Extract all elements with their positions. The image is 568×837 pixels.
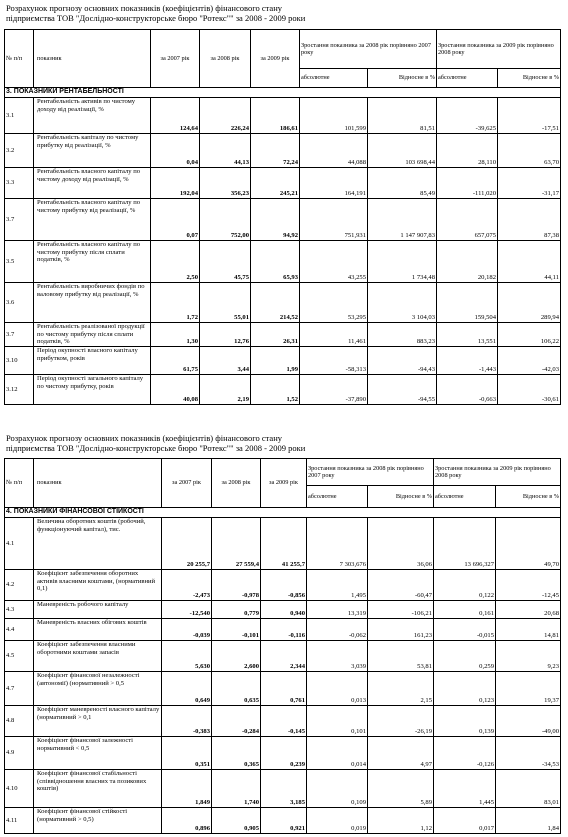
indicator-name: Рентабельність капіталу по чистому прибутку від реалізації, %: [34, 134, 151, 168]
row-number: 3.7: [5, 323, 34, 347]
abs-change-2009: 13,551: [437, 323, 498, 347]
value-2008: 44,13: [200, 134, 251, 168]
abs-change-2008: 0,013: [307, 672, 368, 706]
rel-change-2009: 83,01: [496, 770, 561, 808]
abs-change-2009: -39,625: [437, 98, 498, 134]
row-number: 3.2: [5, 134, 34, 168]
value-2009: 3,185: [261, 770, 307, 808]
header-2008: за 2008 рік: [212, 459, 261, 508]
financial-stability-table: [4, 458, 561, 834]
indicator-name: Період окупності загального капіталу по чистому прибутку, років: [34, 375, 151, 405]
value-2008: 0,905: [212, 808, 261, 834]
value-2008: 55,01: [200, 283, 251, 323]
value-2009: 1,52: [251, 375, 300, 405]
rel-change-2009: 289,94: [498, 283, 561, 323]
row-number: 3.7: [5, 199, 34, 241]
table-row: [5, 347, 561, 375]
rel-change-2008: 1 147 907,83: [368, 199, 437, 241]
table-row: [5, 619, 561, 641]
rel-change-2008: 3 104,03: [368, 283, 437, 323]
abs-change-2008: 11,461: [300, 323, 368, 347]
header-2007: за 2007 рік: [162, 459, 212, 508]
value-2008: -0,101: [212, 619, 261, 641]
rel-change-2009: -42,03: [498, 347, 561, 375]
row-number: 4.9: [5, 737, 34, 770]
value-2008: 1,740: [212, 770, 261, 808]
row-number: 3.1: [5, 98, 34, 134]
table-row: [5, 199, 561, 241]
abs-change-2008: 44,088: [300, 134, 368, 168]
table-row: [5, 168, 561, 199]
header-indicator: показник: [34, 30, 151, 88]
header-growth-2009: Зростання показника за 2009 рік порівняно 2008 року: [434, 459, 561, 486]
abs-change-2009: 13 696,327: [434, 518, 496, 570]
header-rel-2009: Відносне в %: [496, 486, 561, 508]
rel-change-2008: 81,51: [368, 98, 437, 134]
row-number: 4.11: [5, 808, 34, 834]
value-2009: 0,921: [261, 808, 307, 834]
abs-change-2009: 20,182: [437, 241, 498, 283]
rel-change-2008: 36,06: [368, 518, 434, 570]
value-2007: 192,04: [151, 168, 200, 199]
value-2007: -0,383: [162, 706, 212, 737]
value-2008: 3,44: [200, 347, 251, 375]
indicator-name: Коефіцієнт маневреності власного капіталу (нормативний > 0,1: [34, 706, 162, 737]
abs-change-2008: 164,191: [300, 168, 368, 199]
header-growth-2009: Зростання показника за 2009 рік порівняно 2008 року: [437, 30, 561, 69]
rel-change-2008: 4,97: [368, 737, 434, 770]
value-2007: 1,72: [151, 283, 200, 323]
abs-change-2008: 3,039: [307, 641, 368, 672]
row-number: 4.4: [5, 619, 34, 641]
abs-change-2009: -0,126: [434, 737, 496, 770]
table-row: [5, 641, 561, 672]
header-abs-2008: абсолютне: [300, 69, 368, 88]
table-row: [5, 601, 561, 619]
abs-change-2008: 0,109: [307, 770, 368, 808]
value-2008: -0,978: [212, 570, 261, 601]
abs-change-2008: 43,255: [300, 241, 368, 283]
value-2009: 94,92: [251, 199, 300, 241]
indicator-name: Рентабельність виробничих фондів по валовому прибутку від реалізації, %: [34, 283, 151, 323]
table-row: [5, 770, 561, 808]
value-2009: 0,761: [261, 672, 307, 706]
value-2008: 752,00: [200, 199, 251, 241]
indicator-name: Рентабельність активів по чистому доходу від реалізації, %: [34, 98, 151, 134]
row-number: 3.3: [5, 168, 34, 199]
abs-change-2009: 0,139: [434, 706, 496, 737]
value-2009: -0,856: [261, 570, 307, 601]
abs-change-2009: -0,015: [434, 619, 496, 641]
rel-change-2008: 2,15: [368, 672, 434, 706]
rel-change-2009: 14,81: [496, 619, 561, 641]
value-2008: 0,779: [212, 601, 261, 619]
value-2009: -0,116: [261, 619, 307, 641]
indicator-name: Період окупності власного капіталу прибутком, років: [34, 347, 151, 375]
table-row: [5, 283, 561, 323]
rel-change-2009: -49,00: [496, 706, 561, 737]
row-number: 3.12: [5, 375, 34, 405]
rel-change-2009: 9,23: [496, 641, 561, 672]
header-2007: за 2007 рік: [151, 30, 200, 88]
table2-title-line1: Розрахунок прогнозу основних показників (коефіцієнтів) фінансового стану: [6, 433, 283, 443]
table-row: [5, 134, 561, 168]
indicator-name: Коефіцієнт фінансової стабільності (співвідношення власних та позикових коштів): [34, 770, 162, 808]
rel-change-2009: -12,45: [496, 570, 561, 601]
header-rel-2008: Відносне в %: [368, 69, 437, 88]
value-2009: 214,52: [251, 283, 300, 323]
abs-change-2009: -111,020: [437, 168, 498, 199]
value-2007: 0,351: [162, 737, 212, 770]
rel-change-2008: 883,23: [368, 323, 437, 347]
header-no: № п/п: [5, 30, 34, 88]
value-2007: 124,64: [151, 98, 200, 134]
indicator-name: Маневреність власних обігових коштів: [34, 619, 162, 641]
rel-change-2009: -17,51: [498, 98, 561, 134]
rel-change-2009: -30,61: [498, 375, 561, 405]
rel-change-2009: 44,11: [498, 241, 561, 283]
value-2008: 27 559,4: [212, 518, 261, 570]
value-2007: -12,540: [162, 601, 212, 619]
value-2007: 0,04: [151, 134, 200, 168]
abs-change-2009: 28,110: [437, 134, 498, 168]
rel-change-2009: 20,68: [496, 601, 561, 619]
abs-change-2009: -1,443: [437, 347, 498, 375]
table-row: [5, 706, 561, 737]
abs-change-2008: -0,062: [307, 619, 368, 641]
abs-change-2008: 7 303,676: [307, 518, 368, 570]
value-2009: 41 255,7: [261, 518, 307, 570]
table-row: [5, 737, 561, 770]
rel-change-2009: -31,17: [498, 168, 561, 199]
rel-change-2008: 85,49: [368, 168, 437, 199]
table-row: [5, 241, 561, 283]
value-2007: 0,07: [151, 199, 200, 241]
value-2007: 20 255,7: [162, 518, 212, 570]
rel-change-2009: 63,70: [498, 134, 561, 168]
value-2008: 2,19: [200, 375, 251, 405]
value-2007: 5,630: [162, 641, 212, 672]
rel-change-2008: -94,55: [368, 375, 437, 405]
abs-change-2009: -0,663: [437, 375, 498, 405]
value-2007: 0,896: [162, 808, 212, 834]
header-no: № п/п: [5, 459, 34, 508]
abs-change-2008: 13,319: [307, 601, 368, 619]
header-2009: за 2009 рік: [251, 30, 300, 88]
table2-title-line2: підприємства ТОВ "Дослідно-конструкторське бюро "Ротекс"" за 2008 - 2009 роки: [6, 443, 306, 453]
table-row: [5, 98, 561, 134]
abs-change-2008: 0,101: [307, 706, 368, 737]
value-2009: 186,61: [251, 98, 300, 134]
row-number: 4.10: [5, 770, 34, 808]
abs-change-2008: -58,313: [300, 347, 368, 375]
indicator-name: Рентабельність реалізованої продукції по чистому прибутку після сплати податків, %: [34, 323, 151, 347]
row-number: 4.3: [5, 601, 34, 619]
value-2008: 356,23: [200, 168, 251, 199]
abs-change-2008: 0,014: [307, 737, 368, 770]
indicator-name: Рентабельність власного капіталу по чистому прибутку від реалізації, %: [34, 199, 151, 241]
header-rel-2008: Відносне в %: [368, 486, 434, 508]
value-2008: -0,284: [212, 706, 261, 737]
table-body: [5, 98, 561, 405]
value-2007: -0,039: [162, 619, 212, 641]
indicator-name: Коефіцієнт фінансової залежності нормативний < 0,5: [34, 737, 162, 770]
indicator-name: Коефіцієнт фінансової незалежності (автономії) (нормативний > 0,5: [34, 672, 162, 706]
row-number: 4.7: [5, 672, 34, 706]
profitability-table: [4, 29, 561, 405]
value-2009: 65,93: [251, 241, 300, 283]
indicator-name: Рентабельність власного капіталу по чистому прибутку після сплати податків, %: [34, 241, 151, 283]
value-2008: 45,75: [200, 241, 251, 283]
rel-change-2008: -106,21: [368, 601, 434, 619]
value-2008: 12,76: [200, 323, 251, 347]
row-number: 3.10: [5, 347, 34, 375]
table1-title-line2: підприємства ТОВ "Дослідно-конструкторське бюро "Ротекс"" за 2008 - 2009 роки: [6, 13, 306, 23]
value-2007: 1,30: [151, 323, 200, 347]
rel-change-2008: 5,89: [368, 770, 434, 808]
indicator-name: Маневреність робочого капіталу: [34, 601, 162, 619]
table-row: [5, 323, 561, 347]
abs-change-2008: 1,495: [307, 570, 368, 601]
row-number: 4.5: [5, 641, 34, 672]
row-number: 3.5: [5, 241, 34, 283]
header-2009: за 2009 рік: [261, 459, 307, 508]
value-2007: 1,849: [162, 770, 212, 808]
rel-change-2009: -34,53: [496, 737, 561, 770]
value-2008: 226,24: [200, 98, 251, 134]
value-2009: 0,239: [261, 737, 307, 770]
indicator-name: Рентабельність власного капіталу по чистому доходу від реалізації, %: [34, 168, 151, 199]
rel-change-2008: 1,12: [368, 808, 434, 834]
header-abs-2009: абсолютне: [437, 69, 498, 88]
row-number: 4.8: [5, 706, 34, 737]
value-2009: 72,24: [251, 134, 300, 168]
value-2007: 2,50: [151, 241, 200, 283]
table-body: [5, 518, 561, 834]
indicator-name: Величина оборотних коштів (робочий, функціонуючий капітал), тис.: [34, 518, 162, 570]
abs-change-2009: 0,017: [434, 808, 496, 834]
table1-title-line1: Розрахунок прогнозу основних показників (коефіцієнтів) фінансового стану: [6, 3, 283, 13]
table-row: [5, 518, 561, 570]
value-2008: 2,600: [212, 641, 261, 672]
value-2009: 26,31: [251, 323, 300, 347]
rel-change-2008: 103 698,44: [368, 134, 437, 168]
header-growth-2008: Зростання показника за 2008 рік порівняно 2007 року: [300, 30, 437, 69]
abs-change-2008: 751,931: [300, 199, 368, 241]
abs-change-2008: 53,295: [300, 283, 368, 323]
rel-change-2008: 161,23: [368, 619, 434, 641]
value-2008: 0,635: [212, 672, 261, 706]
rel-change-2009: 1,84: [496, 808, 561, 834]
abs-change-2009: 0,122: [434, 570, 496, 601]
rel-change-2008: -60,47: [368, 570, 434, 601]
value-2009: 1,99: [251, 347, 300, 375]
header-abs-2008: абсолютне: [307, 486, 368, 508]
rel-change-2008: -26,19: [368, 706, 434, 737]
value-2007: 0,649: [162, 672, 212, 706]
value-2009: 2,344: [261, 641, 307, 672]
rel-change-2008: 1 734,48: [368, 241, 437, 283]
header-2008: за 2008 рік: [200, 30, 251, 88]
row-number: 4.2: [5, 570, 34, 601]
section-title: 4. ПОКАЗНИКИ ФІНАНСОВОЇ СТІЙКОСТІ: [5, 508, 561, 518]
indicator-name: Коефіцієнт фінансової стійкості (нормативний > 0,5): [34, 808, 162, 834]
rel-change-2008: 53,81: [368, 641, 434, 672]
table-row: [5, 570, 561, 601]
header-indicator: показник: [34, 459, 162, 508]
abs-change-2009: 0,123: [434, 672, 496, 706]
table-row: [5, 375, 561, 405]
value-2009: 0,940: [261, 601, 307, 619]
value-2007: -2,473: [162, 570, 212, 601]
abs-change-2008: -37,890: [300, 375, 368, 405]
indicator-name: Коефіцієнт забезпечення власними оборотними коштами запасів: [34, 641, 162, 672]
rel-change-2008: -94,43: [368, 347, 437, 375]
table-row: [5, 808, 561, 834]
abs-change-2008: 101,599: [300, 98, 368, 134]
abs-change-2009: 1,445: [434, 770, 496, 808]
abs-change-2009: 159,504: [437, 283, 498, 323]
value-2009: -0,145: [261, 706, 307, 737]
rel-change-2009: 87,38: [498, 199, 561, 241]
section-title: 3. ПОКАЗНИКИ РЕНТАБЕЛЬНОСТІ: [5, 88, 561, 98]
header-rel-2009: Відносне в %: [498, 69, 561, 88]
value-2007: 61,75: [151, 347, 200, 375]
indicator-name: Коефіцієнт забезпечення оборотних активів власними коштами, (нормативний 0,1): [34, 570, 162, 601]
value-2009: 245,21: [251, 168, 300, 199]
header-abs-2009: абсолютне: [434, 486, 496, 508]
rel-change-2009: 106,22: [498, 323, 561, 347]
abs-change-2009: 0,259: [434, 641, 496, 672]
header-growth-2008: Зростання показника за 2008 рік порівняно 2007 року: [307, 459, 434, 486]
rel-change-2009: 49,70: [496, 518, 561, 570]
rel-change-2009: 19,37: [496, 672, 561, 706]
abs-change-2009: 0,161: [434, 601, 496, 619]
abs-change-2009: 657,075: [437, 199, 498, 241]
row-number: 3.6: [5, 283, 34, 323]
table-row: [5, 672, 561, 706]
row-number: 4.1: [5, 518, 34, 570]
value-2007: 40,08: [151, 375, 200, 405]
abs-change-2008: 0,019: [307, 808, 368, 834]
value-2008: 0,365: [212, 737, 261, 770]
